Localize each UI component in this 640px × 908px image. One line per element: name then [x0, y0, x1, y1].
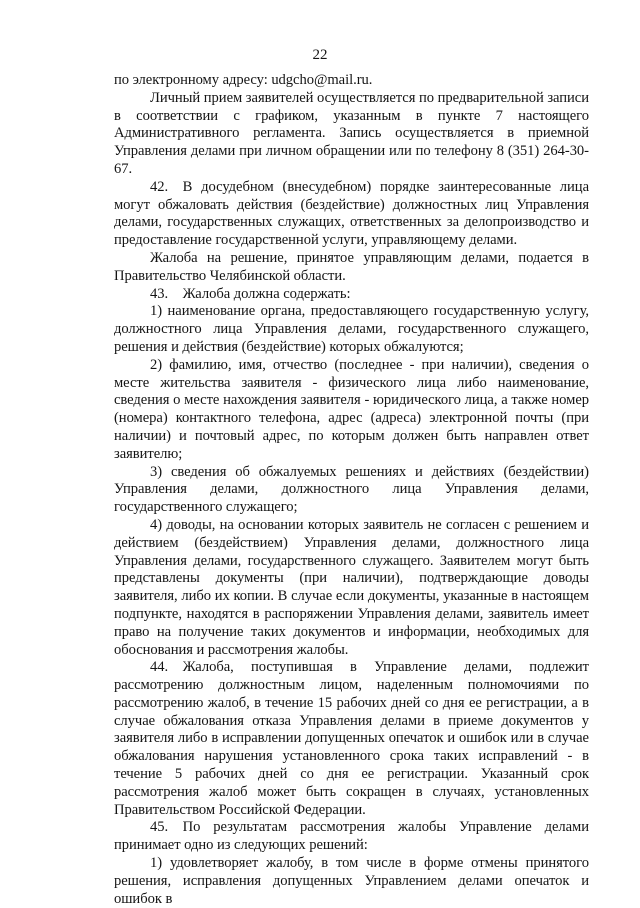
page-number: 22 — [312, 47, 328, 63]
paragraph-45-item-1: 1) удовлетворяет жалобу, в том числе в форме отмены принятого решения, исправления допущенных Управлением делами опечаток и ошибок в — [114, 855, 589, 907]
paragraph-complaint-government: Жалоба на решение, принятое управляющим делами, подается в Правительство Челябинской области. — [114, 249, 589, 284]
paragraph-44-review-terms: 44. Жалоба, поступившая в Управление делами, подлежит рассмотрению должностным лицом, наделенным полномочиями по рассмотрению жалоб, в течение 15 рабочих дней со дня ее регистрации, а в случае обжалования отказа Управления делами в приеме документов у заявителя либо в исправлении допущенных опечаток и ошибок или в случае обжалования нарушения установленного срока таких исправлений - в течение 5 рабочих дней со дня ее регистрации. Указанный срок рассмотрения жалоб может быть сокращен в случаях, установленных Правительством Российской Федерации. — [114, 659, 589, 818]
paragraph-43-item-2: 2) фамилию, имя, отчество (последнее - при наличии), сведения о месте жительства заявителя - физического лица либо наименование, сведения о месте нахождения заявителя - юридического лица, а также номер (номера) контактного телефона, адрес (адреса) электронной почты (при наличии) и почтовый адрес, по которым должен быть направлен ответ заявителю; — [114, 356, 589, 462]
paragraph-personal-reception: Личный прием заявителей осуществляется по предварительной записи в соответствии с графиком, указанным в пункте 7 настоящего Административного регламента. Запись осуществляется в приемной Управления делами при личном обращении или по телефону 8 (351) 264-30-67. — [114, 89, 589, 177]
document-body — [114, 72, 589, 908]
paragraph-43-complaint-contents: 43. Жалоба должна содержать: — [150, 285, 351, 302]
paragraph-43-item-3: 3) сведения об обжалуемых решениях и действиях (бездействии) Управления делами, должностного лица Управления делами, государственного служащего; — [114, 463, 589, 516]
paragraph-42-pretrial-appeal: 42. В досудебном (внесудебном) порядке заинтересованные лица могут обжаловать действия (бездействие) должностных лиц Управления делами, государственных служащих, ответственных за делопроизводство и предоставление государственной услуги, управляющему делами. — [114, 178, 589, 249]
paragraph-email-address: по электронному адресу: udgcho@mail.ru. — [114, 72, 373, 88]
paragraph-43-item-4: 4) доводы, на основании которых заявитель не согласен с решением и действием (бездействием) Управления делами, должностного лица Управления делами, государственного служащего. Заявителем могут быть представлены документы (при наличии), подтверждающие доводы заявителя, либо их копии. В случае если документы, указанные в настоящем подпункте, находятся в распоряжении Управления делами, заявитель имеет право на получение таких документов и информации, необходимых для обоснования и рассмотрения жалобы. — [114, 516, 589, 658]
paragraph-45-decisions: 45. По результатам рассмотрения жалобы Управление делами принимает одно из следующих решений: — [114, 819, 589, 854]
paragraph-43-item-1: 1) наименование органа, предоставляющего государственную услугу, должностного лица Управления делами, государственного служащего, решения и действия (бездействие) которых обжалуются; — [114, 303, 589, 355]
